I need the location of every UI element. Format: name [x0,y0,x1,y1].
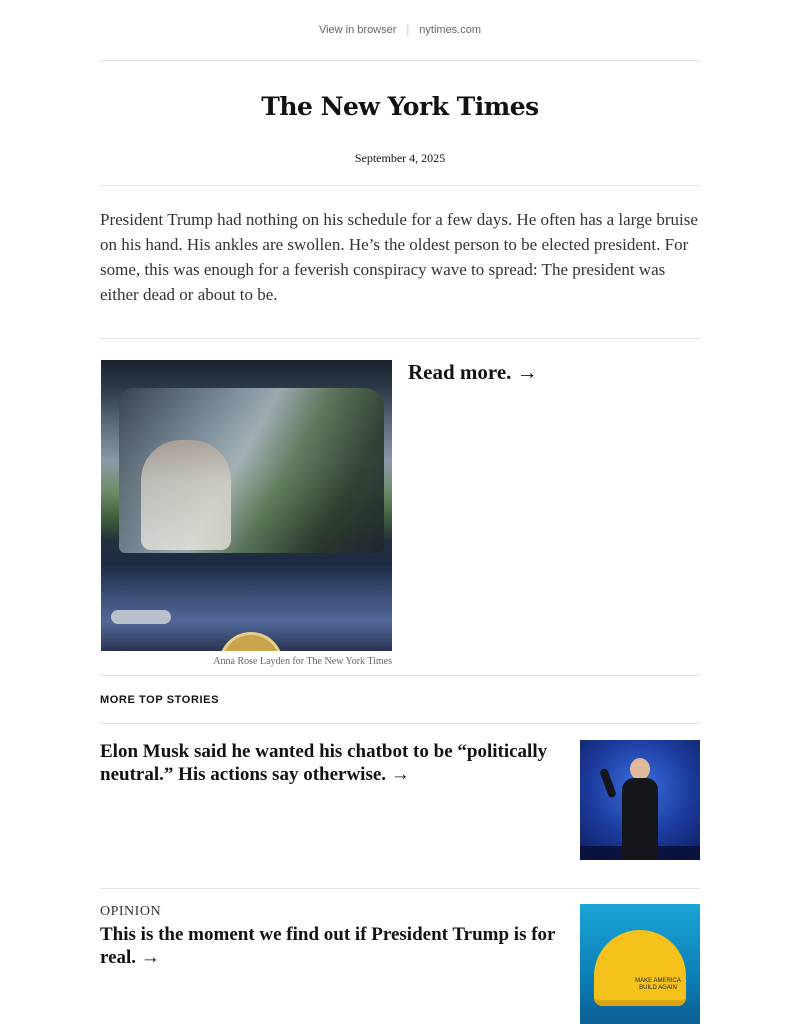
story-thumbnail[interactable] [580,904,700,1024]
hat-label: MAKE AMERICA BUILD AGAIN [635,978,681,991]
story-item[interactable] [100,724,700,889]
head-shape [630,758,650,780]
nyt-logo[interactable]: The New York Times [261,92,539,121]
presidential-seal-shape [219,632,283,651]
story-text [100,904,566,1024]
section-label: MORE TOP STORIES [100,676,700,724]
issue-date: September 4, 2025 [354,151,446,165]
topbar-separator: | [406,24,410,36]
lede-paragraph: President Trump had nothing on his schedule for a few days. He often has a large bruise on his hand. His ankles are swollen. He’s the oldest person to be elected president. For some, this was enough for a feverish conspiracy wave to spread: The president was either dead or about to be. [100,186,700,339]
story-item[interactable] [100,889,700,1024]
door-handle-shape [111,610,171,624]
story-thumbnail[interactable] [580,740,700,860]
read-more-link[interactable]: Read more. → [408,360,538,384]
feature-photo[interactable] [101,360,392,651]
view-in-browser-link[interactable]: View in browser [318,24,397,36]
passenger-shape [141,440,231,550]
feature-figure [100,360,392,675]
story-text [100,740,566,888]
story-headline[interactable]: Elon Musk said he wanted his chatbot to be “politically neutral.” His actions say otherwise. → [100,741,548,785]
nytimes-link[interactable]: nytimes.com [419,24,482,36]
waving-arm-shape [599,768,617,799]
story-headline[interactable]: This is the moment we find out if President Trump is for real. → [100,924,556,968]
top-bar [100,0,700,61]
suit-shape [622,778,658,860]
feature-story [100,339,700,676]
hard-hat-shape [594,930,686,1006]
person-shape [622,758,658,860]
masthead [100,61,700,186]
photo-credit: Anna Rose Layden for The New York Times [213,656,392,667]
newsletter [100,0,700,1024]
story-kicker: OPINION [100,904,162,919]
